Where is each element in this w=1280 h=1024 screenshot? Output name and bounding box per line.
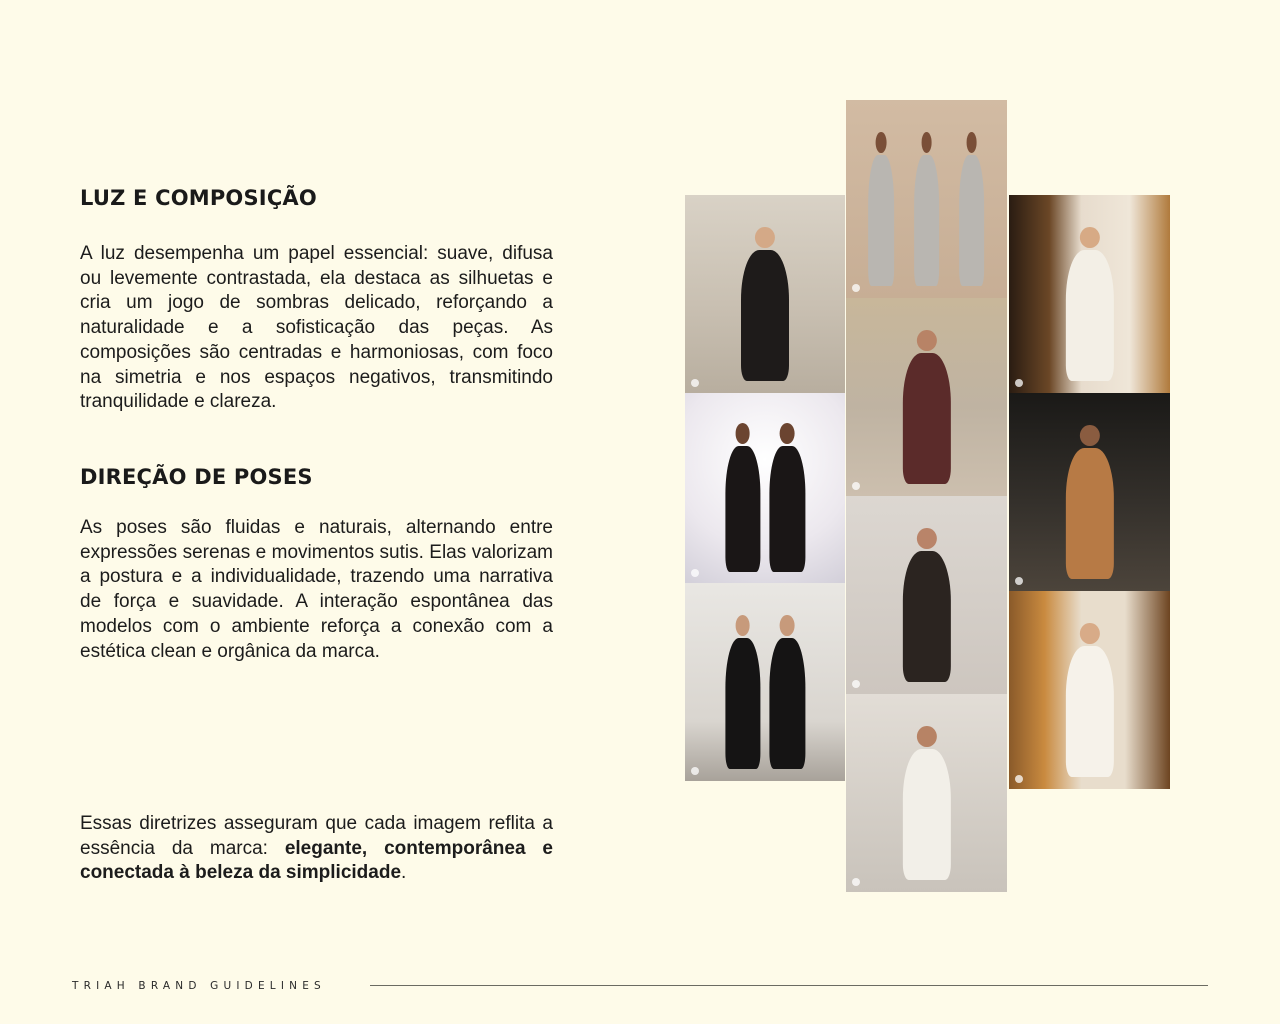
photo-two-models-hallway bbox=[685, 583, 845, 781]
footer-divider bbox=[370, 985, 1208, 986]
photo-black-dress-column bbox=[685, 195, 845, 393]
model-silhouette bbox=[770, 638, 805, 769]
photo-white-halter-gown bbox=[846, 694, 1007, 892]
model-head bbox=[1079, 623, 1099, 645]
model-silhouette bbox=[959, 155, 985, 286]
photo-burgundy-suit bbox=[846, 298, 1007, 496]
photo-white-outfit-doorway bbox=[1009, 591, 1170, 789]
photo-crochet-dress bbox=[846, 496, 1007, 694]
model-head bbox=[966, 132, 977, 154]
model-head bbox=[916, 330, 936, 352]
model-silhouette bbox=[902, 749, 950, 880]
photo-account-icon bbox=[1015, 379, 1023, 387]
model-silhouette bbox=[1065, 646, 1113, 777]
photo-account-icon bbox=[1015, 775, 1023, 783]
closing-suffix: . bbox=[401, 862, 407, 884]
closing-prefix: Essas diretrizes asseguram que cada imagem reflita a essência da marca: bbox=[80, 813, 553, 859]
model-head bbox=[735, 423, 750, 444]
photo-account-icon bbox=[852, 284, 860, 292]
model-silhouette bbox=[770, 446, 805, 571]
closing-paragraph bbox=[80, 812, 553, 886]
model-head bbox=[1079, 227, 1099, 249]
photo-account-icon bbox=[852, 680, 860, 688]
closing-emphasis: elegante, contemporânea e conectada à beleza da simplicidade bbox=[80, 837, 553, 884]
photo-account-icon bbox=[691, 569, 699, 577]
model-head bbox=[780, 615, 795, 637]
model-head bbox=[916, 528, 936, 550]
photo-brown-dress-rock bbox=[1009, 393, 1170, 591]
section-heading-direcao-poses: DIREÇÃO DE POSES bbox=[80, 465, 313, 489]
model-head bbox=[916, 726, 936, 748]
photo-three-models-sequins bbox=[846, 100, 1007, 298]
model-head bbox=[921, 132, 932, 154]
model-silhouette bbox=[741, 250, 789, 381]
model-silhouette bbox=[869, 155, 895, 286]
model-head bbox=[780, 423, 795, 444]
model-silhouette bbox=[902, 353, 950, 484]
model-head bbox=[876, 132, 887, 154]
model-head bbox=[1079, 425, 1099, 447]
model-silhouette bbox=[725, 446, 760, 571]
photo-white-jumpsuit-wood bbox=[1009, 195, 1170, 393]
model-head bbox=[755, 227, 775, 249]
section-body-luz-composicao: A luz desempenha um papel essencial: suave, difusa ou levemente contrastada, ela destaca as silhuetas e cria um jogo de sombras delicado, reforçando a naturalidade e a sofisticação das peças. As composições são centradas e harmoniosas, com foco na simetria e nos espaços negativos, transmitindo tranquilidade e clareza. bbox=[80, 243, 553, 413]
model-silhouette bbox=[1065, 448, 1113, 579]
model-silhouette bbox=[725, 638, 760, 769]
photo-account-icon bbox=[691, 767, 699, 775]
model-silhouette bbox=[902, 551, 950, 682]
photo-account-icon bbox=[1015, 577, 1023, 585]
model-silhouette bbox=[1065, 250, 1113, 381]
photo-account-icon bbox=[852, 482, 860, 490]
model-silhouette bbox=[914, 155, 940, 286]
photo-two-models-white-backdrop bbox=[685, 393, 845, 583]
section-heading-luz-composicao: LUZ E COMPOSIÇÃO bbox=[80, 186, 317, 210]
footer-brand-label: TRIAH BRAND GUIDELINES bbox=[72, 980, 326, 992]
section-body-direcao-poses: As poses são fluidas e naturais, alternando entre expressões serenas e movimentos sutis. Elas valorizam a postura e a individualidade, trazendo uma narrativa de força e suavidade. A interação espontânea das modelos com o ambiente reforça a conexão com a estética clean e orgânica da marca. bbox=[80, 517, 553, 662]
photo-account-icon bbox=[691, 379, 699, 387]
photo-account-icon bbox=[852, 878, 860, 886]
model-head bbox=[735, 615, 750, 637]
